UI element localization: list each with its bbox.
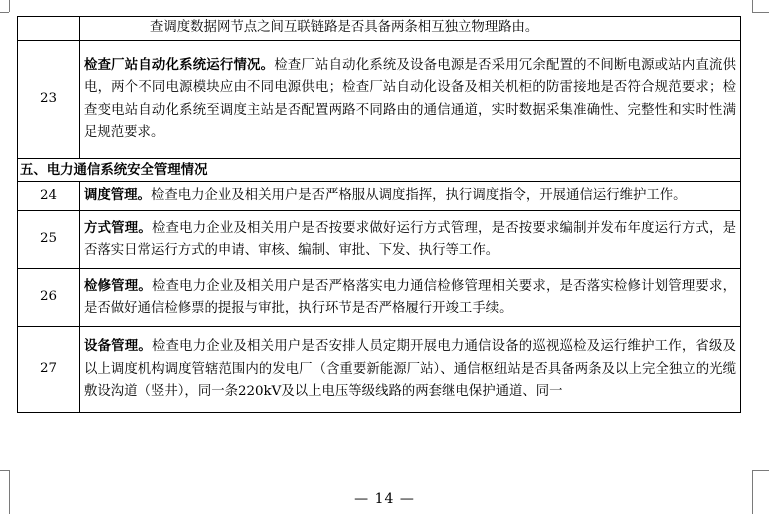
crop-mark xyxy=(0,470,9,471)
table-row xyxy=(18,17,741,41)
row-text: 查调度数据网节点之间互联链路是否具备两条相互独立物理路由。 xyxy=(150,20,539,35)
section-row xyxy=(18,158,741,182)
row-number: 24 xyxy=(18,182,80,211)
table-row xyxy=(18,269,741,327)
row-number: 25 xyxy=(18,211,80,269)
row-content xyxy=(80,40,741,158)
crop-mark xyxy=(752,12,769,13)
page-number: — 14 — xyxy=(354,491,415,507)
row-content xyxy=(80,17,741,41)
crop-mark xyxy=(752,0,753,12)
row-title: 检修管理。 xyxy=(84,277,152,294)
table-row xyxy=(18,327,741,413)
section-heading: 五、电力通信系统安全管理情况 xyxy=(18,158,741,182)
row-title: 设备管理。 xyxy=(84,338,152,355)
row-text: 检查电力企业及相关用户是否按要求做好运行方式管理，是否按要求编制并发布年度运行方式，是否落实日常运行方式的申请、审核、编制、审批、下发、执行等工作。 xyxy=(84,220,736,258)
row-number: 27 xyxy=(18,327,80,413)
table-row xyxy=(18,182,741,211)
row-title: 调度管理。 xyxy=(84,187,151,204)
row-number xyxy=(18,17,80,41)
row-title: 方式管理。 xyxy=(84,219,152,236)
crop-mark xyxy=(0,12,9,13)
row-title: 检查厂站自动化系统运行情况。 xyxy=(84,56,275,73)
row-text: 检查电力企业及相关用户是否严格服从调度指挥，执行调度指令，开展通信运行维护工作。 xyxy=(150,188,687,204)
inspection-table xyxy=(17,16,741,413)
row-content xyxy=(80,182,741,211)
row-content xyxy=(80,327,741,413)
row-text: 检查电力企业及相关用户是否安排人员定期开展电力通信设备的巡视巡检及运行维护工作，省级及以上调度机构调度管辖范围内的发电厂（含重要新能源厂站）、通信枢纽站是否具备两条及以上完全独立的光缆敷设沟道（竖井），同一条220kV及以上电压等级线路的两套继电保护通道、同一 xyxy=(84,339,736,400)
row-content xyxy=(80,211,741,269)
crop-mark xyxy=(752,470,769,471)
table-row xyxy=(18,211,741,269)
row-number: 23 xyxy=(18,40,80,158)
row-number: 26 xyxy=(18,269,80,327)
row-text: 检查电力企业及相关用户是否严格落实电力通信检修管理相关要求，是否落实检修计划管理要求，是否做好通信检修票的提报与审批，执行环节是否严格履行开竣工手续。 xyxy=(84,278,736,316)
crop-mark xyxy=(9,0,10,12)
table-row xyxy=(18,40,741,158)
row-text: 检查厂站自动化系统及设备电源是否采用冗余配置的不间断电源或站内直流供电，两个不同电源模块应由不同电源供电；检查厂站自动化设备及相关机柜的防雷接地是否符合规范要求；检查变电站自动化系统至调度主站是否配置两路不同路由的通信通道，实时数据采集准确性、完整性和实时性满足规范要求。 xyxy=(84,57,737,140)
row-content xyxy=(80,269,741,327)
